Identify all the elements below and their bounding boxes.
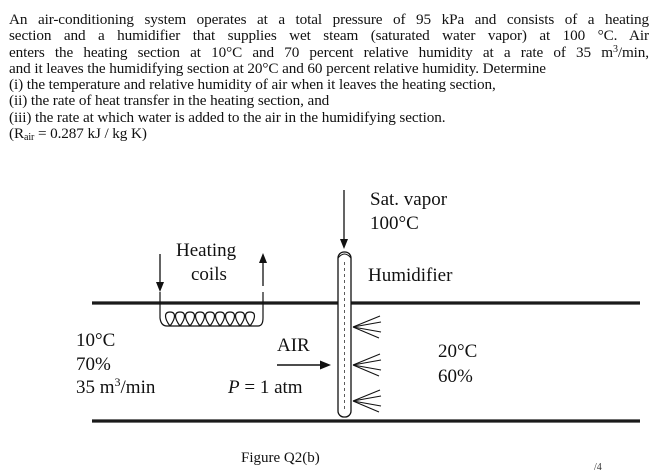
coil-inlet-arrowhead bbox=[156, 282, 164, 292]
pressure-symbol: P bbox=[228, 377, 240, 398]
gas-constant-value: = 0.287 kJ / kg K) bbox=[34, 125, 147, 143]
page-mark: /4 bbox=[594, 462, 602, 473]
air-label: AIR bbox=[277, 335, 310, 356]
steam-supply-arrowhead bbox=[340, 239, 348, 249]
problem-line-2: section and a humidifier that supplies wet steam (saturated water vapor) at 100 °C. Air bbox=[9, 27, 649, 45]
vapor-temp-label: 100°C bbox=[370, 213, 419, 234]
coil-outlet-arrowhead bbox=[259, 253, 267, 263]
inlet-flow-value: 35 m bbox=[76, 377, 115, 398]
outlet-rh-label: 60% bbox=[438, 366, 473, 387]
spray-nozzle-bottom bbox=[353, 390, 381, 412]
inlet-flow-label bbox=[76, 377, 155, 398]
inlet-temp-label: 10°C bbox=[76, 330, 116, 351]
problem-line-1: An air-conditioning system operates at a total pressure of 95 kPa and consists of a heating bbox=[9, 11, 649, 28]
inlet-flow-exponent: 3 bbox=[114, 375, 121, 389]
problem-item-ii: (ii) the rate of heat transfer in the heating section, and bbox=[9, 92, 330, 110]
inlet-rh-label: 70% bbox=[76, 354, 111, 375]
gas-constant-sub: air bbox=[24, 132, 35, 144]
heating-label: Heating bbox=[176, 240, 237, 261]
sat-vapor-label: Sat. vapor bbox=[370, 189, 448, 210]
problem-line-3-tail: /min, bbox=[617, 43, 649, 61]
heating-coil bbox=[160, 292, 263, 326]
humidifier-label: Humidifier bbox=[368, 265, 453, 286]
pressure-label bbox=[228, 377, 303, 398]
problem-item-iii: (iii) the rate at which water is added to the air in the humidifying section. bbox=[9, 108, 446, 126]
cubic-exponent: 3 bbox=[612, 43, 618, 55]
air-flow-arrowhead bbox=[320, 361, 331, 370]
inlet-flow-unit: /min bbox=[120, 377, 156, 398]
figure-caption: Figure Q2(b) bbox=[241, 450, 320, 466]
problem-line-3-text: enters the heating section at 10°C and 70 percent relative humidity at a rate of 35 m bbox=[9, 43, 613, 61]
pressure-value: = 1 atm bbox=[239, 377, 303, 398]
gas-constant-prefix: (R bbox=[9, 125, 24, 143]
problem-line-4: and it leaves the humidifying section at 20°C and 60 percent relative humidity. Determine bbox=[9, 59, 546, 77]
outlet-temp-label: 20°C bbox=[438, 341, 478, 362]
problem-item-i: (i) the temperature and relative humidity of air when it leaves the heating section, bbox=[9, 76, 496, 94]
coils-label: coils bbox=[191, 264, 227, 285]
spray-nozzle-top bbox=[353, 316, 381, 338]
spray-nozzle-middle bbox=[353, 354, 381, 376]
